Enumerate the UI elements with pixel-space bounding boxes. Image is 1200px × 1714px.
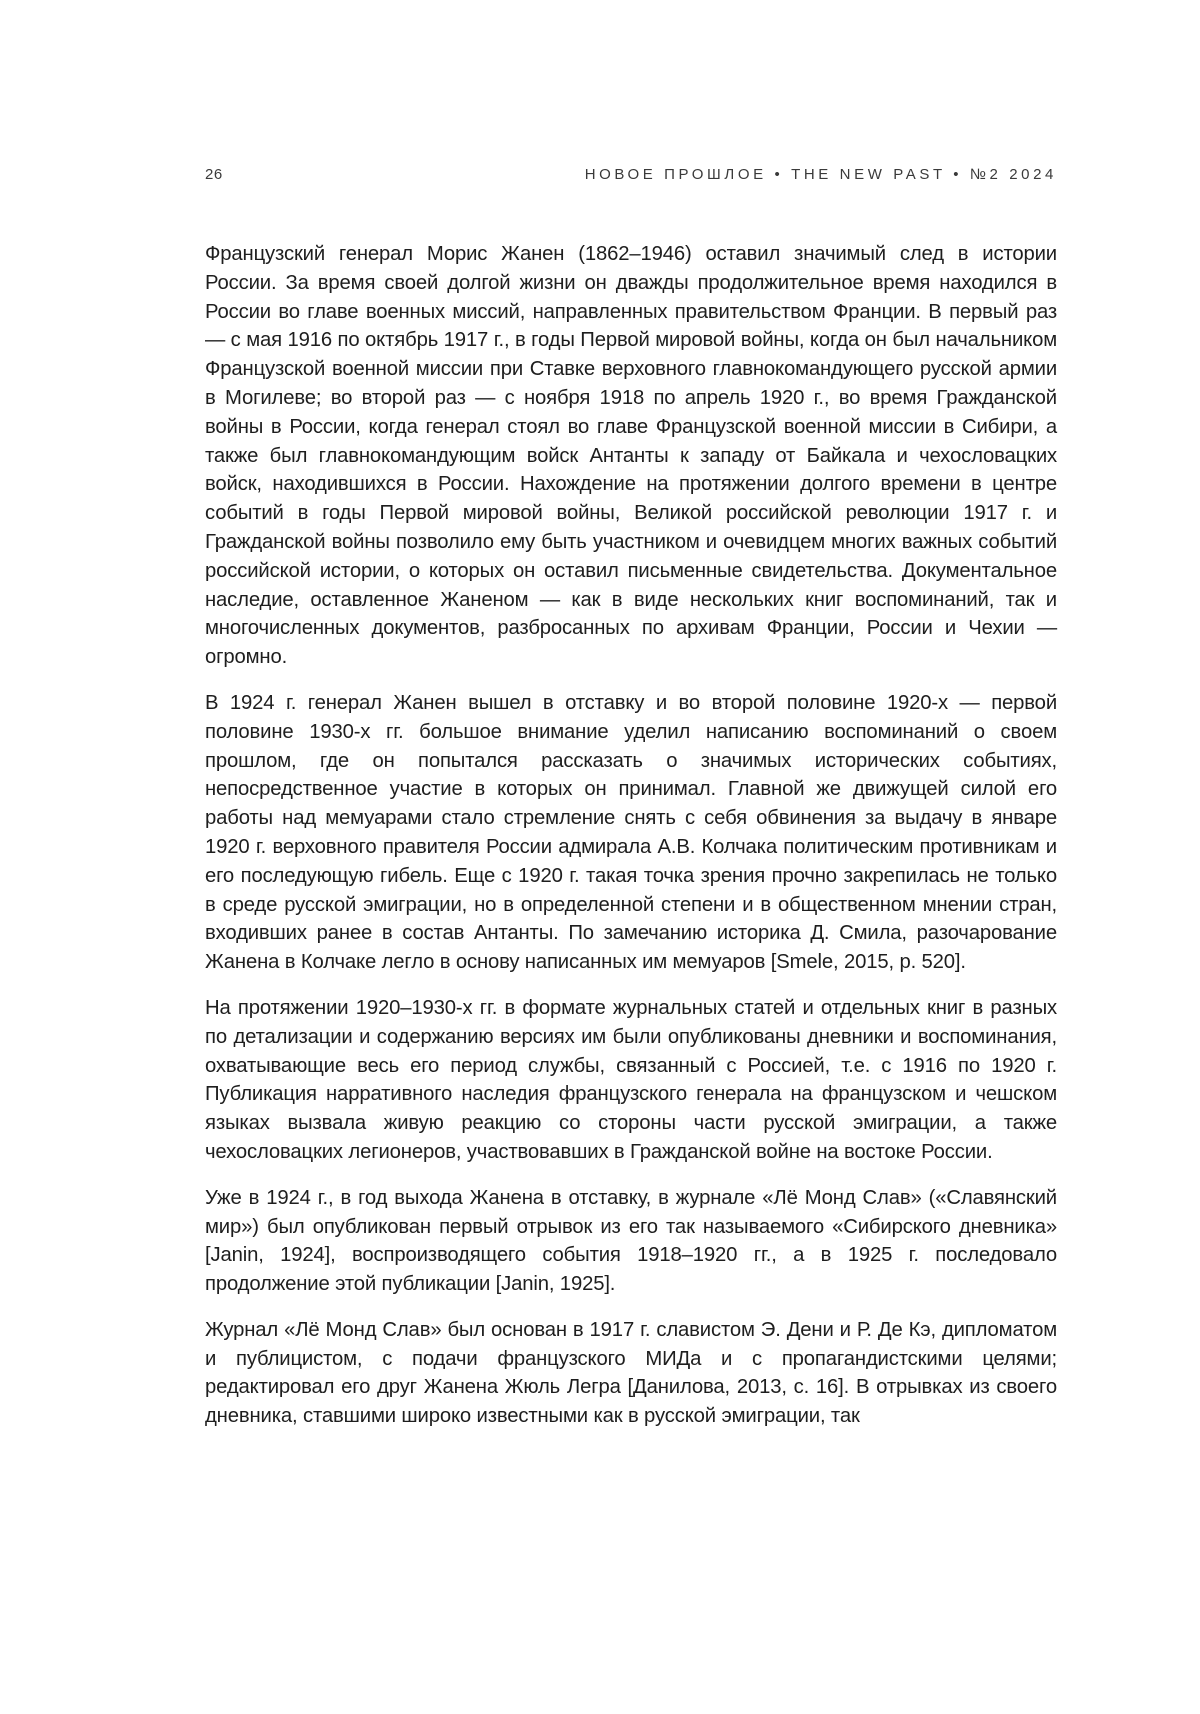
article-body bbox=[205, 240, 1057, 1448]
journal-title: НОВОЕ ПРОШЛОЕ • THE NEW PAST • №2 2024 bbox=[584, 166, 1057, 183]
paragraph-1: Французский генерал Морис Жанен (1862–1946) оставил значимый след в истории России. За время своей долгой жизни он дважды продолжительное время находился в России во главе военных миссий, направленных правительством Франции. В первый раз — с мая 1916 по октябрь 1917 г., в годы Первой мировой войны, когда он был начальником Французской военной миссии при Ставке верховного главнокомандующего русской армии в Могилеве; во второй раз — с ноября 1918 по апрель 1920 г., во время Гражданской войны в России, когда генерал стоял во главе Французской военной миссии в Сибири, а также был главнокомандующим войск Антанты к западу от Байкала и чехословацких войск, находившихся в России. Нахождение на протяжении долгого времени в центре событий в годы Первой мировой войны, Великой российской революции 1917 г. и Гражданской войны позволило ему быть участником и очевидцем многих важных событий российской истории, о которых он оставил письменные свидетельства. Документальное наследие, оставленное Жаненом — как в виде нескольких книг воспоминаний, так и многочисленных документов, разбросанных по архивам Франции, России и Чехии — огромно. bbox=[205, 243, 1057, 669]
paragraph-2: В 1924 г. генерал Жанен вышел в отставку и во второй половине 1920-х — первой половине 1930-х гг. большое внимание уделил написанию воспоминаний о своем прошлом, где он попытался рассказать о значимых исторических событиях, непосредственное участие в которых он принимал. Главной же движущей силой его работы над мемуарами стало стремление снять с себя обвинения за выдачу в январе 1920 г. верховного правителя России адмирала А.В. Колчака политическим противникам и его последующую гибель. Еще с 1920 г. такая точка зрения прочно закрепилась не только в среде русской эмиграции, но в определенной степени и в общественном мнении стран, входивших ранее в состав Антанты. По замечанию историка Д. Смила, разочарование Жанена в Колчаке легло в основу написанных им мемуаров [Smele, 2015, p. 520]. bbox=[205, 691, 1057, 974]
page-number: 26 bbox=[205, 166, 223, 183]
running-header bbox=[205, 166, 1057, 190]
paragraph-4: Уже в 1924 г., в год выхода Жанена в отставку, в журнале «Лё Монд Слав» («Славянский мир») был опубликован первый отрывок из его так называемого «Сибирского дневника» [Janin, 1924], воспроизводящего события 1918–1920 гг., а в 1925 г. последовало продолжение этой публикации [Janin, 1925]. bbox=[205, 1186, 1057, 1296]
paragraph-5: Журнал «Лё Монд Слав» был основан в 1917 г. славистом Э. Дени и Р. Де Кэ, дипломатом и публицистом, с подачи французского МИДа и с пропагандистскими целями; редактировал его друг Жанена Жюль Легра [Данилова, 2013, с. 16]. В отрывках из своего дневника, ставшими широко известными как в русской эмиграции, так bbox=[205, 1318, 1057, 1428]
paragraph-3: На протяжении 1920–1930-х гг. в формате журнальных статей и отдельных книг в разных по детализации и содержанию версиях им были опубликованы дневники и воспоминания, охватывающие весь его период службы, связанный с Россией, т.е. с 1916 по 1920 г. Публикация нарративного наследия французского генерала на французском и чешском языках вызвала живую реакцию со стороны части русской эмиграции, а также чехословацких легионеров, участвовавших в Гражданской войне на востоке России. bbox=[205, 996, 1057, 1163]
